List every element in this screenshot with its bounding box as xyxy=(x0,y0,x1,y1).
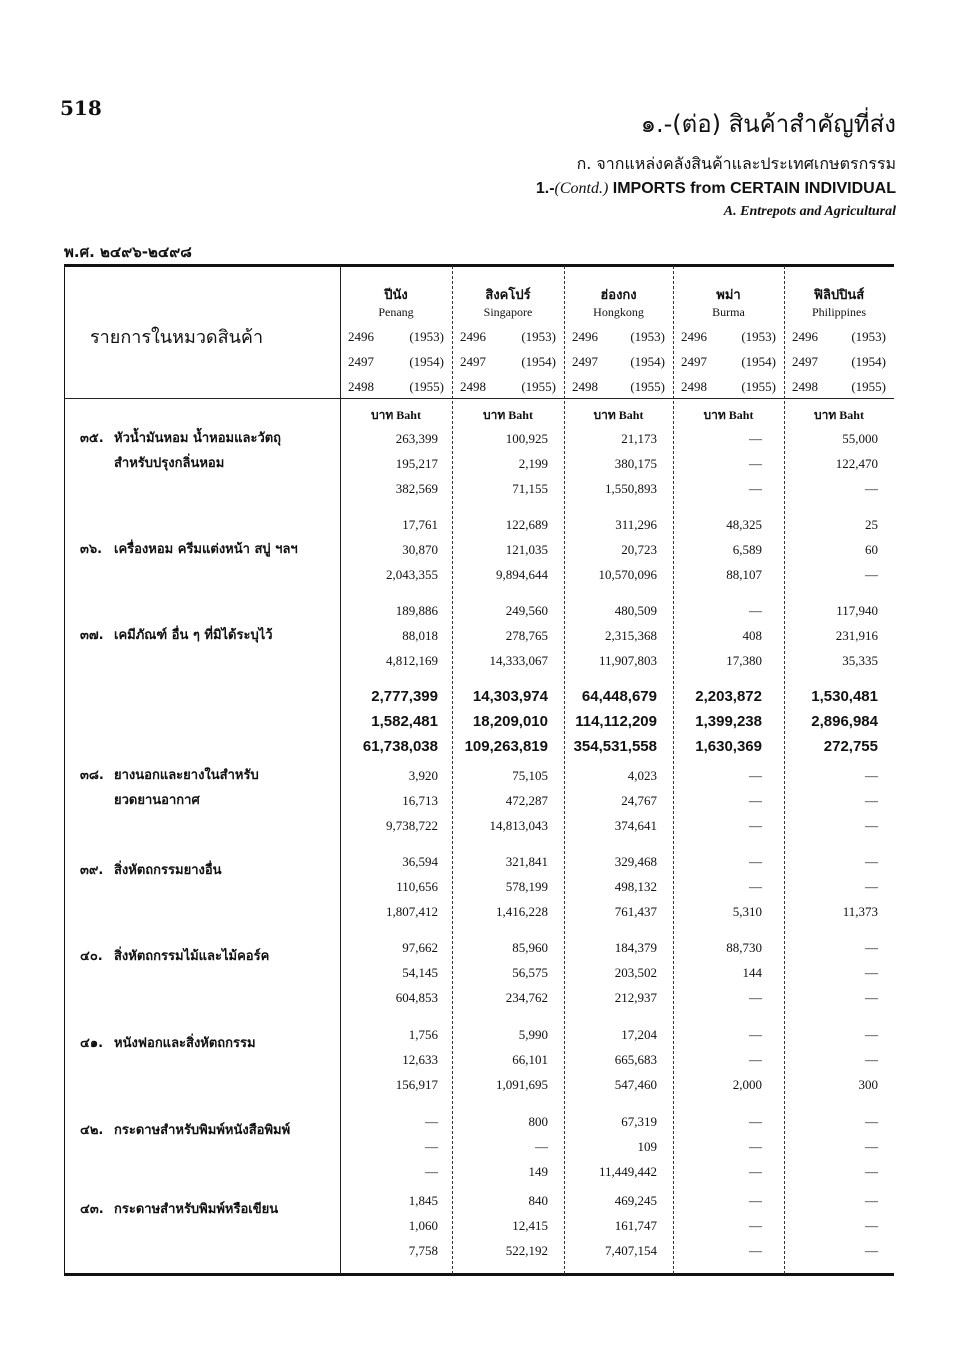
table-cell: — xyxy=(865,1243,878,1258)
year-be: 2496 xyxy=(572,329,598,344)
table-cell: 16,713 xyxy=(402,793,438,808)
year-label xyxy=(681,329,776,345)
item-name: ยางนอกและยางในสำหรับ xyxy=(114,768,259,783)
item-label-line xyxy=(80,1031,256,1056)
table-cell: 263,399 xyxy=(395,431,438,446)
table-cell: 71,155 xyxy=(512,481,548,496)
table-cell: 5,310 xyxy=(732,904,762,919)
table-cell: 36,594 xyxy=(402,854,438,869)
year-label xyxy=(792,329,886,345)
table-cell: — xyxy=(865,879,878,894)
table-cell: 20,723 xyxy=(621,542,657,557)
table-cell: 149 xyxy=(528,1164,548,1179)
item-code: ๓๕. xyxy=(80,431,104,446)
table-cell: — xyxy=(425,1114,438,1129)
table-cell: — xyxy=(425,1164,438,1179)
column-header-thai: ปีนัง xyxy=(384,288,408,303)
english-title-prefix: 1.- xyxy=(535,180,555,197)
table-cell: — xyxy=(749,1243,762,1258)
table-cell: 35,335 xyxy=(842,653,878,668)
table-cell: 800 xyxy=(528,1114,548,1129)
item-label xyxy=(80,944,269,969)
year-ce: (1954) xyxy=(741,354,776,369)
table-cell: 114,112,209 xyxy=(575,713,657,730)
table-cell: — xyxy=(865,768,878,783)
table-cell: 761,437 xyxy=(614,904,657,919)
year-label xyxy=(572,329,665,345)
table-cell: 156,917 xyxy=(395,1077,438,1092)
year-label xyxy=(348,379,444,395)
header-rule xyxy=(64,398,894,399)
table-cell: 311,296 xyxy=(615,517,657,532)
table-cell: — xyxy=(535,1139,548,1154)
table-cell: 56,575 xyxy=(512,965,548,980)
table-cell: — xyxy=(865,940,878,955)
table-cell: — xyxy=(865,990,878,1005)
item-code: ๓๖. xyxy=(80,542,103,557)
table-cell: 100,925 xyxy=(505,431,548,446)
table-cell: 5,990 xyxy=(518,1027,548,1042)
table-cell: 60 xyxy=(865,542,878,557)
table-cell: 234,762 xyxy=(505,990,548,1005)
item-label-line xyxy=(80,623,273,648)
table-cell: 2,203,872 xyxy=(695,688,762,705)
item-code: ๔๑. xyxy=(80,1036,104,1051)
table-cell: — xyxy=(865,567,878,582)
year-be: 2497 xyxy=(681,354,707,369)
year-be: 2497 xyxy=(348,354,374,369)
table-cell: 144 xyxy=(742,965,762,980)
table-cell: — xyxy=(749,768,762,783)
year-ce: (1953) xyxy=(409,329,444,344)
table-cell: 4,812,169 xyxy=(386,653,438,668)
year-label xyxy=(348,354,444,370)
item-label-line-2: สำหรับปรุงกลิ่นหอม xyxy=(114,456,225,471)
column-header-english: Penang xyxy=(378,305,414,319)
item-label-line xyxy=(80,1197,278,1222)
year-ce: (1955) xyxy=(851,379,886,394)
table-cell: 184,379 xyxy=(614,940,657,955)
item-code: ๓๘. xyxy=(80,768,104,783)
table-cell: 1,091,695 xyxy=(496,1077,548,1092)
table-cell: 374,641 xyxy=(614,818,657,833)
table-cell: 10,570,096 xyxy=(598,567,657,582)
table-cell: — xyxy=(865,793,878,808)
year-be: 2498 xyxy=(348,379,374,394)
table-cell: 109 xyxy=(637,1139,657,1154)
table-cell: — xyxy=(865,965,878,980)
year-label xyxy=(572,379,665,395)
item-name: หนังฟอกและสิ่งหัตถกรรม xyxy=(114,1036,256,1051)
year-ce: (1955) xyxy=(630,379,665,394)
table-cell: 14,333,067 xyxy=(489,653,548,668)
table-cell: 18,209,010 xyxy=(472,713,548,730)
table-cell: 2,043,355 xyxy=(386,567,438,582)
table-cell: 64,448,679 xyxy=(581,688,657,705)
table-cell: — xyxy=(865,1027,878,1042)
table-cell: 329,468 xyxy=(614,854,657,869)
table-cell: 88,730 xyxy=(726,940,762,955)
thai-title: ๑.-(ต่อ) สินค้าสำคัญที่ส่ง xyxy=(640,110,896,138)
table-cell: 300 xyxy=(858,1077,878,1092)
item-code: ๓๗. xyxy=(80,628,104,643)
unit-label: บาท Baht xyxy=(703,408,754,422)
table-cell: 88,107 xyxy=(726,567,762,582)
table-cell: — xyxy=(749,1193,762,1208)
table-cell: — xyxy=(865,1164,878,1179)
column-header-english: Hongkong xyxy=(593,305,644,319)
year-ce: (1953) xyxy=(630,329,665,344)
item-code: ๔๒. xyxy=(80,1123,104,1138)
table-cell: 408 xyxy=(742,628,762,643)
table-cell: 17,761 xyxy=(402,517,438,532)
table-cell: 11,449,442 xyxy=(598,1164,657,1179)
year-ce: (1954) xyxy=(630,354,665,369)
column-header-english: Burma xyxy=(712,305,745,319)
table-cell: 547,460 xyxy=(614,1077,657,1092)
table-cell: 117,940 xyxy=(836,603,878,618)
table-cell: — xyxy=(749,1139,762,1154)
item-name: กระดาษสำหรับพิมพ์หนังสือพิมพ์ xyxy=(114,1123,291,1138)
page-number: 518 xyxy=(60,96,102,120)
table-cell: 840 xyxy=(528,1193,548,1208)
item-label-line xyxy=(80,426,281,451)
item-name: หัวน้ำมันหอม น้ำหอมและวัตถุ xyxy=(114,431,282,446)
table-cell: — xyxy=(749,854,762,869)
year-label xyxy=(792,354,886,370)
table-cell: 195,217 xyxy=(395,456,438,471)
item-label-line xyxy=(80,944,269,969)
period-label: พ.ศ. ๒๔๙๖-๒๔๙๘ xyxy=(64,243,192,261)
table-cell: — xyxy=(749,793,762,808)
item-name: เคมีภัณฑ์ อื่น ๆ ที่มิได้ระบุไว้ xyxy=(114,628,273,643)
table-cell: 278,765 xyxy=(505,628,548,643)
table-cell: 1,582,481 xyxy=(371,713,438,730)
english-title-contd: (Contd.) xyxy=(554,180,609,197)
year-ce: (1955) xyxy=(521,379,556,394)
table-cell: 17,380 xyxy=(726,653,762,668)
item-label-line xyxy=(80,858,222,883)
table-cell: 30,870 xyxy=(402,542,438,557)
item-code: ๔๓. xyxy=(80,1202,104,1217)
table-cell: 354,531,558 xyxy=(573,738,657,755)
item-name: กระดาษสำหรับพิมพ์หรือเขียน xyxy=(114,1202,279,1217)
table-cell: 66,101 xyxy=(512,1052,548,1067)
table-cell: 321,841 xyxy=(505,854,548,869)
table-cell: 6,589 xyxy=(732,542,762,557)
table-cell: 1,416,228 xyxy=(496,904,548,919)
table-cell: — xyxy=(865,1139,878,1154)
table-cell: — xyxy=(749,1114,762,1129)
year-label xyxy=(460,329,556,345)
table-cell: 11,907,803 xyxy=(598,653,657,668)
table-cell: 2,315,368 xyxy=(605,628,657,643)
item-name: เครื่องหอม ครีมแต่งหน้า สบู่ ฯลฯ xyxy=(114,542,298,557)
year-be: 2496 xyxy=(460,329,486,344)
year-label xyxy=(348,329,444,345)
item-label-line xyxy=(80,537,298,562)
year-ce: (1954) xyxy=(521,354,556,369)
table-cell: — xyxy=(749,603,762,618)
year-ce: (1953) xyxy=(741,329,776,344)
column-header-thai: พม่า xyxy=(716,288,741,303)
item-code: ๔๐. xyxy=(80,949,103,964)
table-cell: 12,415 xyxy=(512,1218,548,1233)
year-be: 2497 xyxy=(572,354,598,369)
table-cell: 665,683 xyxy=(614,1052,657,1067)
table-cell: 578,199 xyxy=(505,879,548,894)
table-cell: 122,689 xyxy=(505,517,548,532)
table-cell: 2,199 xyxy=(518,456,548,471)
column-header-english: Singapore xyxy=(483,305,533,319)
table-cell: 121,035 xyxy=(505,542,548,557)
table-cell: 7,407,154 xyxy=(605,1243,657,1258)
table-cell: 61,738,038 xyxy=(362,738,438,755)
table-cell: 1,530,481 xyxy=(811,688,878,705)
year-ce: (1954) xyxy=(851,354,886,369)
table-cell: — xyxy=(865,481,878,496)
table-cell: 48,325 xyxy=(726,517,762,532)
table-cell: — xyxy=(865,1052,878,1067)
column-header-thai: ฮ่องกง xyxy=(600,288,637,303)
year-be: 2498 xyxy=(572,379,598,394)
table-cell: 1,060 xyxy=(408,1218,438,1233)
table-cell: 17,204 xyxy=(621,1027,657,1042)
table-cell: 21,173 xyxy=(621,431,657,446)
table-cell: 55,000 xyxy=(842,431,878,446)
unit-label: บาท Baht xyxy=(483,408,533,422)
table-cell: 109,263,819 xyxy=(464,738,548,755)
table-cell: — xyxy=(865,818,878,833)
table-cell: 1,630,369 xyxy=(695,738,762,755)
table-cell: 231,916 xyxy=(835,628,878,643)
table-cell: — xyxy=(749,431,762,446)
table-cell: 249,560 xyxy=(505,603,548,618)
table-cell: 11,373 xyxy=(842,904,878,919)
year-label xyxy=(681,354,776,370)
table-cell: — xyxy=(749,1164,762,1179)
year-be: 2496 xyxy=(681,329,707,344)
table-cell: 212,937 xyxy=(614,990,657,1005)
table-cell: 14,303,974 xyxy=(472,688,548,705)
item-code: ๓๙. xyxy=(80,863,104,878)
table-cell: 14,813,043 xyxy=(489,818,548,833)
table-cell: 54,145 xyxy=(402,965,438,980)
item-label xyxy=(80,763,259,813)
table-cell: 7,758 xyxy=(408,1243,438,1258)
table-cell: 3,920 xyxy=(408,768,438,783)
item-label-line xyxy=(80,1118,290,1143)
table-cell: 1,845 xyxy=(408,1193,438,1208)
table-cell: — xyxy=(749,1052,762,1067)
year-be: 2498 xyxy=(681,379,707,394)
item-label-line xyxy=(80,763,259,788)
table-cell: — xyxy=(749,818,762,833)
table-cell: 1,550,893 xyxy=(605,481,657,496)
unit-label: บาท Baht xyxy=(371,408,421,422)
table-cell: 382,569 xyxy=(395,481,438,496)
table-cell: 97,662 xyxy=(402,940,438,955)
table-cell: 2,777,399 xyxy=(371,688,438,705)
column-header-thai: ฟิลิปปินส์ xyxy=(813,288,865,303)
year-be: 2498 xyxy=(792,379,818,394)
item-label xyxy=(80,537,298,562)
table-cell: 88,018 xyxy=(402,628,438,643)
year-be: 2497 xyxy=(792,354,818,369)
table-cell: 24,767 xyxy=(621,793,657,808)
table-cell: 1,399,238 xyxy=(695,713,762,730)
item-label xyxy=(80,858,222,883)
item-name: สิ่งหัตถกรรมยางอื่น xyxy=(114,863,222,878)
year-be: 2496 xyxy=(792,329,818,344)
table-cell: 472,287 xyxy=(505,793,548,808)
english-title-main: IMPORTS from CERTAIN INDIVIDUAL xyxy=(608,180,896,197)
year-be: 2496 xyxy=(348,329,374,344)
table-cell: 25 xyxy=(865,517,878,532)
table-cell: 189,886 xyxy=(395,603,438,618)
table-cell: — xyxy=(865,1193,878,1208)
column-header-thai: สิงคโปร์ xyxy=(485,288,531,303)
year-be: 2497 xyxy=(460,354,486,369)
item-label xyxy=(80,1031,256,1056)
table-cell: 12,633 xyxy=(402,1052,438,1067)
year-ce: (1953) xyxy=(851,329,886,344)
table-cell: 67,319 xyxy=(621,1114,657,1129)
year-ce: (1953) xyxy=(521,329,556,344)
table-cell: 9,738,722 xyxy=(386,818,438,833)
item-name: สิ่งหัตถกรรมไม้และไม้คอร์ค xyxy=(114,949,270,964)
year-label xyxy=(460,354,556,370)
year-label xyxy=(681,379,776,395)
year-ce: (1955) xyxy=(409,379,444,394)
table-cell: — xyxy=(865,854,878,869)
table-cell: 161,747 xyxy=(614,1218,657,1233)
item-label xyxy=(80,1118,290,1143)
table-cell: — xyxy=(749,879,762,894)
table-cell: 203,502 xyxy=(614,965,657,980)
table-cell: — xyxy=(865,1114,878,1129)
year-label xyxy=(572,354,665,370)
table-cell: 1,807,412 xyxy=(386,904,438,919)
unit-label: บาท Baht xyxy=(593,408,644,422)
year-label xyxy=(792,379,886,395)
table-cell: — xyxy=(425,1139,438,1154)
item-label xyxy=(80,1197,278,1222)
table-cell: — xyxy=(749,456,762,471)
table-cell: 9,894,644 xyxy=(496,567,548,582)
table-cell: 498,132 xyxy=(614,879,657,894)
table-cell: 480,509 xyxy=(614,603,657,618)
year-be: 2498 xyxy=(460,379,486,394)
table-cell: 2,000 xyxy=(732,1077,762,1092)
thai-subtitle: ก. จากแหล่งคลังสินค้าและประเทศเกษตรกรรม xyxy=(576,154,896,173)
table-cell: — xyxy=(749,1218,762,1233)
item-label xyxy=(80,623,273,648)
year-ce: (1954) xyxy=(409,354,444,369)
table-cell: — xyxy=(749,1027,762,1042)
table-cell: 122,470 xyxy=(835,456,878,471)
item-label xyxy=(80,426,281,476)
english-subtitle: A. Entrepots and Agricultural xyxy=(723,204,896,219)
unit-label: บาท Baht xyxy=(814,408,864,422)
table-cell: 469,245 xyxy=(614,1193,657,1208)
stub-header: รายการในหมวดสินค้า xyxy=(90,327,264,348)
item-label-line-2: ยวดยานอากาศ xyxy=(114,793,200,808)
english-title xyxy=(536,180,896,198)
table-cell: 272,755 xyxy=(823,738,878,755)
table-cell: 522,192 xyxy=(505,1243,548,1258)
table-cell: 110,656 xyxy=(396,879,438,894)
table-cell: 604,853 xyxy=(395,990,438,1005)
table-cell: 1,756 xyxy=(408,1027,438,1042)
year-ce: (1955) xyxy=(741,379,776,394)
table-cell: 4,023 xyxy=(627,768,657,783)
table-cell: 75,105 xyxy=(512,768,548,783)
table-cell: 2,896,984 xyxy=(811,713,878,730)
table-cell: 85,960 xyxy=(512,940,548,955)
table-cell: — xyxy=(749,481,762,496)
table-cell: — xyxy=(865,1218,878,1233)
column-header-english: Philippines xyxy=(811,305,866,319)
year-label xyxy=(460,379,556,395)
table-cell: — xyxy=(749,990,762,1005)
table-cell: 380,175 xyxy=(614,456,657,471)
